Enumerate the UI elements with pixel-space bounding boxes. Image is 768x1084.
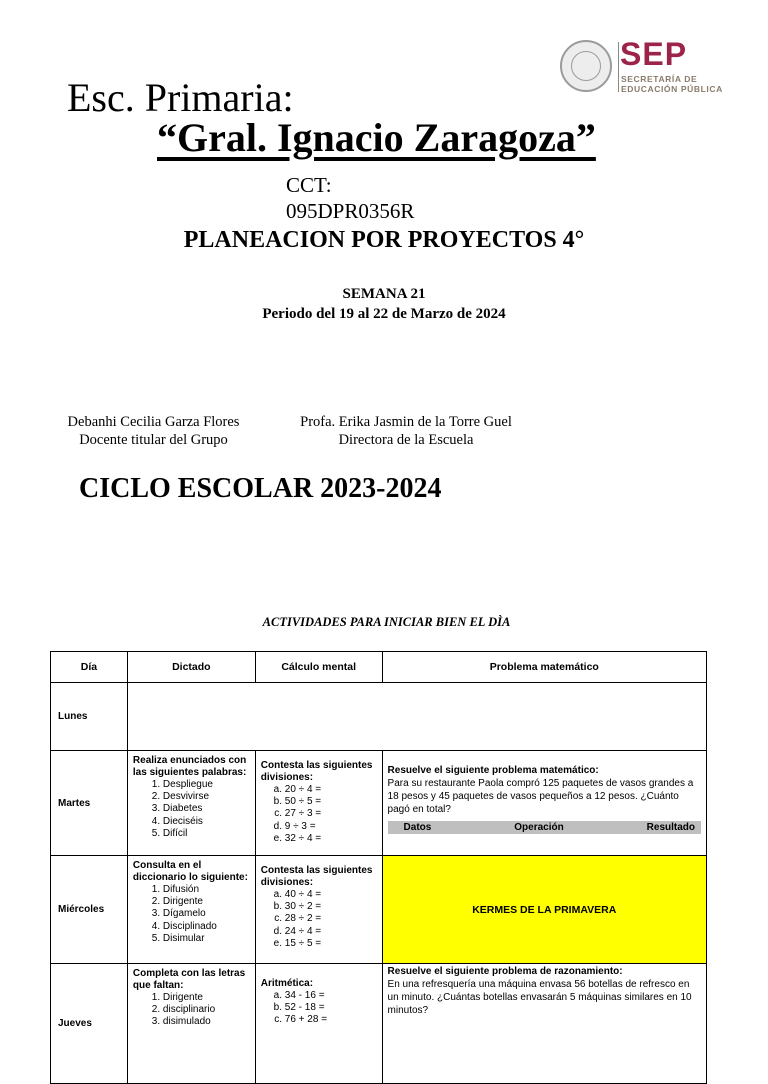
kermes-event-cell: KERMES DE LA PRIMAVERA: [382, 856, 706, 964]
director-signature: [285, 413, 527, 449]
dictado-list: [133, 779, 250, 840]
list-item: 4. Disciplinado: [163, 921, 250, 933]
header-dictado: Dictado: [127, 652, 255, 683]
list-item: 1. Dirigente: [163, 992, 250, 1004]
cct-label: CCT:: [286, 173, 332, 197]
list-item: 5. Disimular: [163, 933, 250, 945]
calculo-intro: Contesta las siguientes divisiones:: [260, 865, 373, 888]
calculo-list: [261, 889, 377, 950]
teacher-signature: [46, 413, 261, 449]
school-type: Esc. Primaria:: [67, 75, 294, 120]
list-item: c. 28 ÷ 2 =: [285, 913, 377, 925]
calculo-intro: Aritmética:: [260, 978, 314, 989]
table-header-row: [51, 652, 707, 683]
list-item: 4. Dieciséis: [163, 816, 250, 828]
list-item: b. 30 ÷ 2 =: [285, 901, 377, 913]
cct-code: 095DPR0356R: [286, 199, 415, 223]
problema-cell: [382, 751, 706, 856]
calculo-cell: [255, 856, 382, 964]
dictado-cell: [127, 751, 255, 856]
week-label: SEMANA 21: [342, 286, 426, 302]
operacion-label: Operación: [514, 822, 564, 833]
activities-title: ACTIVIDADES PARA INICIAR BIEN EL DÌA: [262, 615, 511, 629]
header-problema: Problema matemático: [382, 652, 706, 683]
datos-label: Datos: [403, 822, 432, 833]
dictado-intro: Realiza enunciados con las siguientes palabras:: [132, 755, 247, 778]
list-item: 3. Diabetes: [163, 803, 250, 815]
period-label: Periodo del 19 al 22 de Marzo de 2024: [262, 306, 506, 322]
list-item: e. 15 ÷ 5 =: [285, 938, 377, 950]
list-item: 2. disciplinario: [163, 1004, 250, 1016]
sep-logo-line1: SECRETARÍA DE: [621, 74, 698, 84]
activities-table: [50, 651, 707, 1084]
header-calculo: Cálculo mental: [255, 652, 382, 683]
problema-intro: Resuelve el siguiente problema matemático:: [387, 765, 599, 776]
list-item: d. 9 ÷ 3 =: [285, 821, 377, 833]
mexico-coat-of-arms-seal-icon: [560, 40, 612, 92]
teacher-name: Debanhi Cecilia Garza Flores: [67, 414, 240, 430]
resultado-label: Resultado: [646, 822, 695, 833]
problema-intro: Resuelve el siguiente problema de razonamiento:: [387, 966, 623, 977]
dictado-list: [133, 992, 250, 1029]
list-item: b. 50 ÷ 5 =: [285, 796, 377, 808]
list-item: b. 52 - 18 =: [285, 1002, 377, 1014]
table-row-miercoles: [51, 856, 707, 964]
list-item: 3. Dígamelo: [163, 908, 250, 920]
sep-logo-line2: EDUCACIÓN PÚBLICA: [621, 84, 723, 94]
school-name: “Gral. Ignacio Zaragoza”: [157, 115, 596, 160]
list-item: e. 32 ÷ 4 =: [285, 833, 377, 845]
sep-logo-text: SEP: [620, 36, 688, 72]
list-item: a. 40 ÷ 4 =: [285, 889, 377, 901]
table-row-lunes: [51, 683, 707, 751]
director-name: Profa. Erika Jasmin de la Torre Guel: [300, 414, 512, 430]
logo-divider: [618, 42, 619, 92]
calculo-list: [261, 990, 377, 1027]
plan-title: PLANEACION POR PROYECTOS 4°: [183, 227, 585, 253]
list-item: a. 34 - 16 =: [285, 990, 377, 1002]
lunes-empty-cell: [127, 683, 706, 751]
table-row-martes: [51, 751, 707, 856]
day-cell: Jueves: [51, 964, 128, 1084]
calculo-cell: [255, 751, 382, 856]
list-item: c. 76 + 28 =: [285, 1014, 377, 1026]
teacher-role: Docente titular del Grupo: [79, 432, 228, 448]
day-cell: Martes: [51, 751, 128, 856]
datos-operacion-resultado-bar: [388, 821, 701, 834]
school-cycle: CICLO ESCOLAR 2023-2024: [79, 473, 442, 504]
sep-logo-subtitle: [621, 74, 723, 94]
problema-text: En una refresquería una máquina envasa 56 botellas de refresco en un minuto. ¿Cuántas botellas envasarán 5 máquinas similares en 10 minutos?: [387, 979, 692, 1016]
header-dia: Día: [51, 652, 128, 683]
list-item: 1. Difusión: [163, 884, 250, 896]
problema-text: Para su restaurante Paola compró 125 paquetes de vasos grandes a 18 pesos y 45 paquetes de vasos pequeños a 12 pesos. ¿Cuánto pagó en total?: [387, 778, 694, 815]
dictado-cell: [127, 856, 255, 964]
list-item: a. 20 ÷ 4 =: [285, 784, 377, 796]
dictado-intro: Consulta en el diccionario lo siguiente:: [132, 860, 248, 883]
list-item: 2. Dirigente: [163, 896, 250, 908]
day-cell: Lunes: [51, 683, 128, 751]
day-cell: Miércoles: [51, 856, 128, 964]
dictado-intro: Completa con las letras que faltan:: [132, 968, 246, 991]
list-item: 2. Desvivirse: [163, 791, 250, 803]
list-item: 3. disimulado: [163, 1016, 250, 1028]
list-item: 1. Despliegue: [163, 779, 250, 791]
list-item: c. 27 ÷ 3 =: [285, 808, 377, 820]
list-item: 5. Difícil: [163, 828, 250, 840]
director-role: Directora de la Escuela: [338, 432, 474, 448]
calculo-intro: Contesta las siguientes divisiones:: [260, 760, 373, 783]
dictado-list: [133, 884, 250, 945]
list-item: d. 24 ÷ 4 =: [285, 926, 377, 938]
calculo-list: [261, 784, 377, 845]
